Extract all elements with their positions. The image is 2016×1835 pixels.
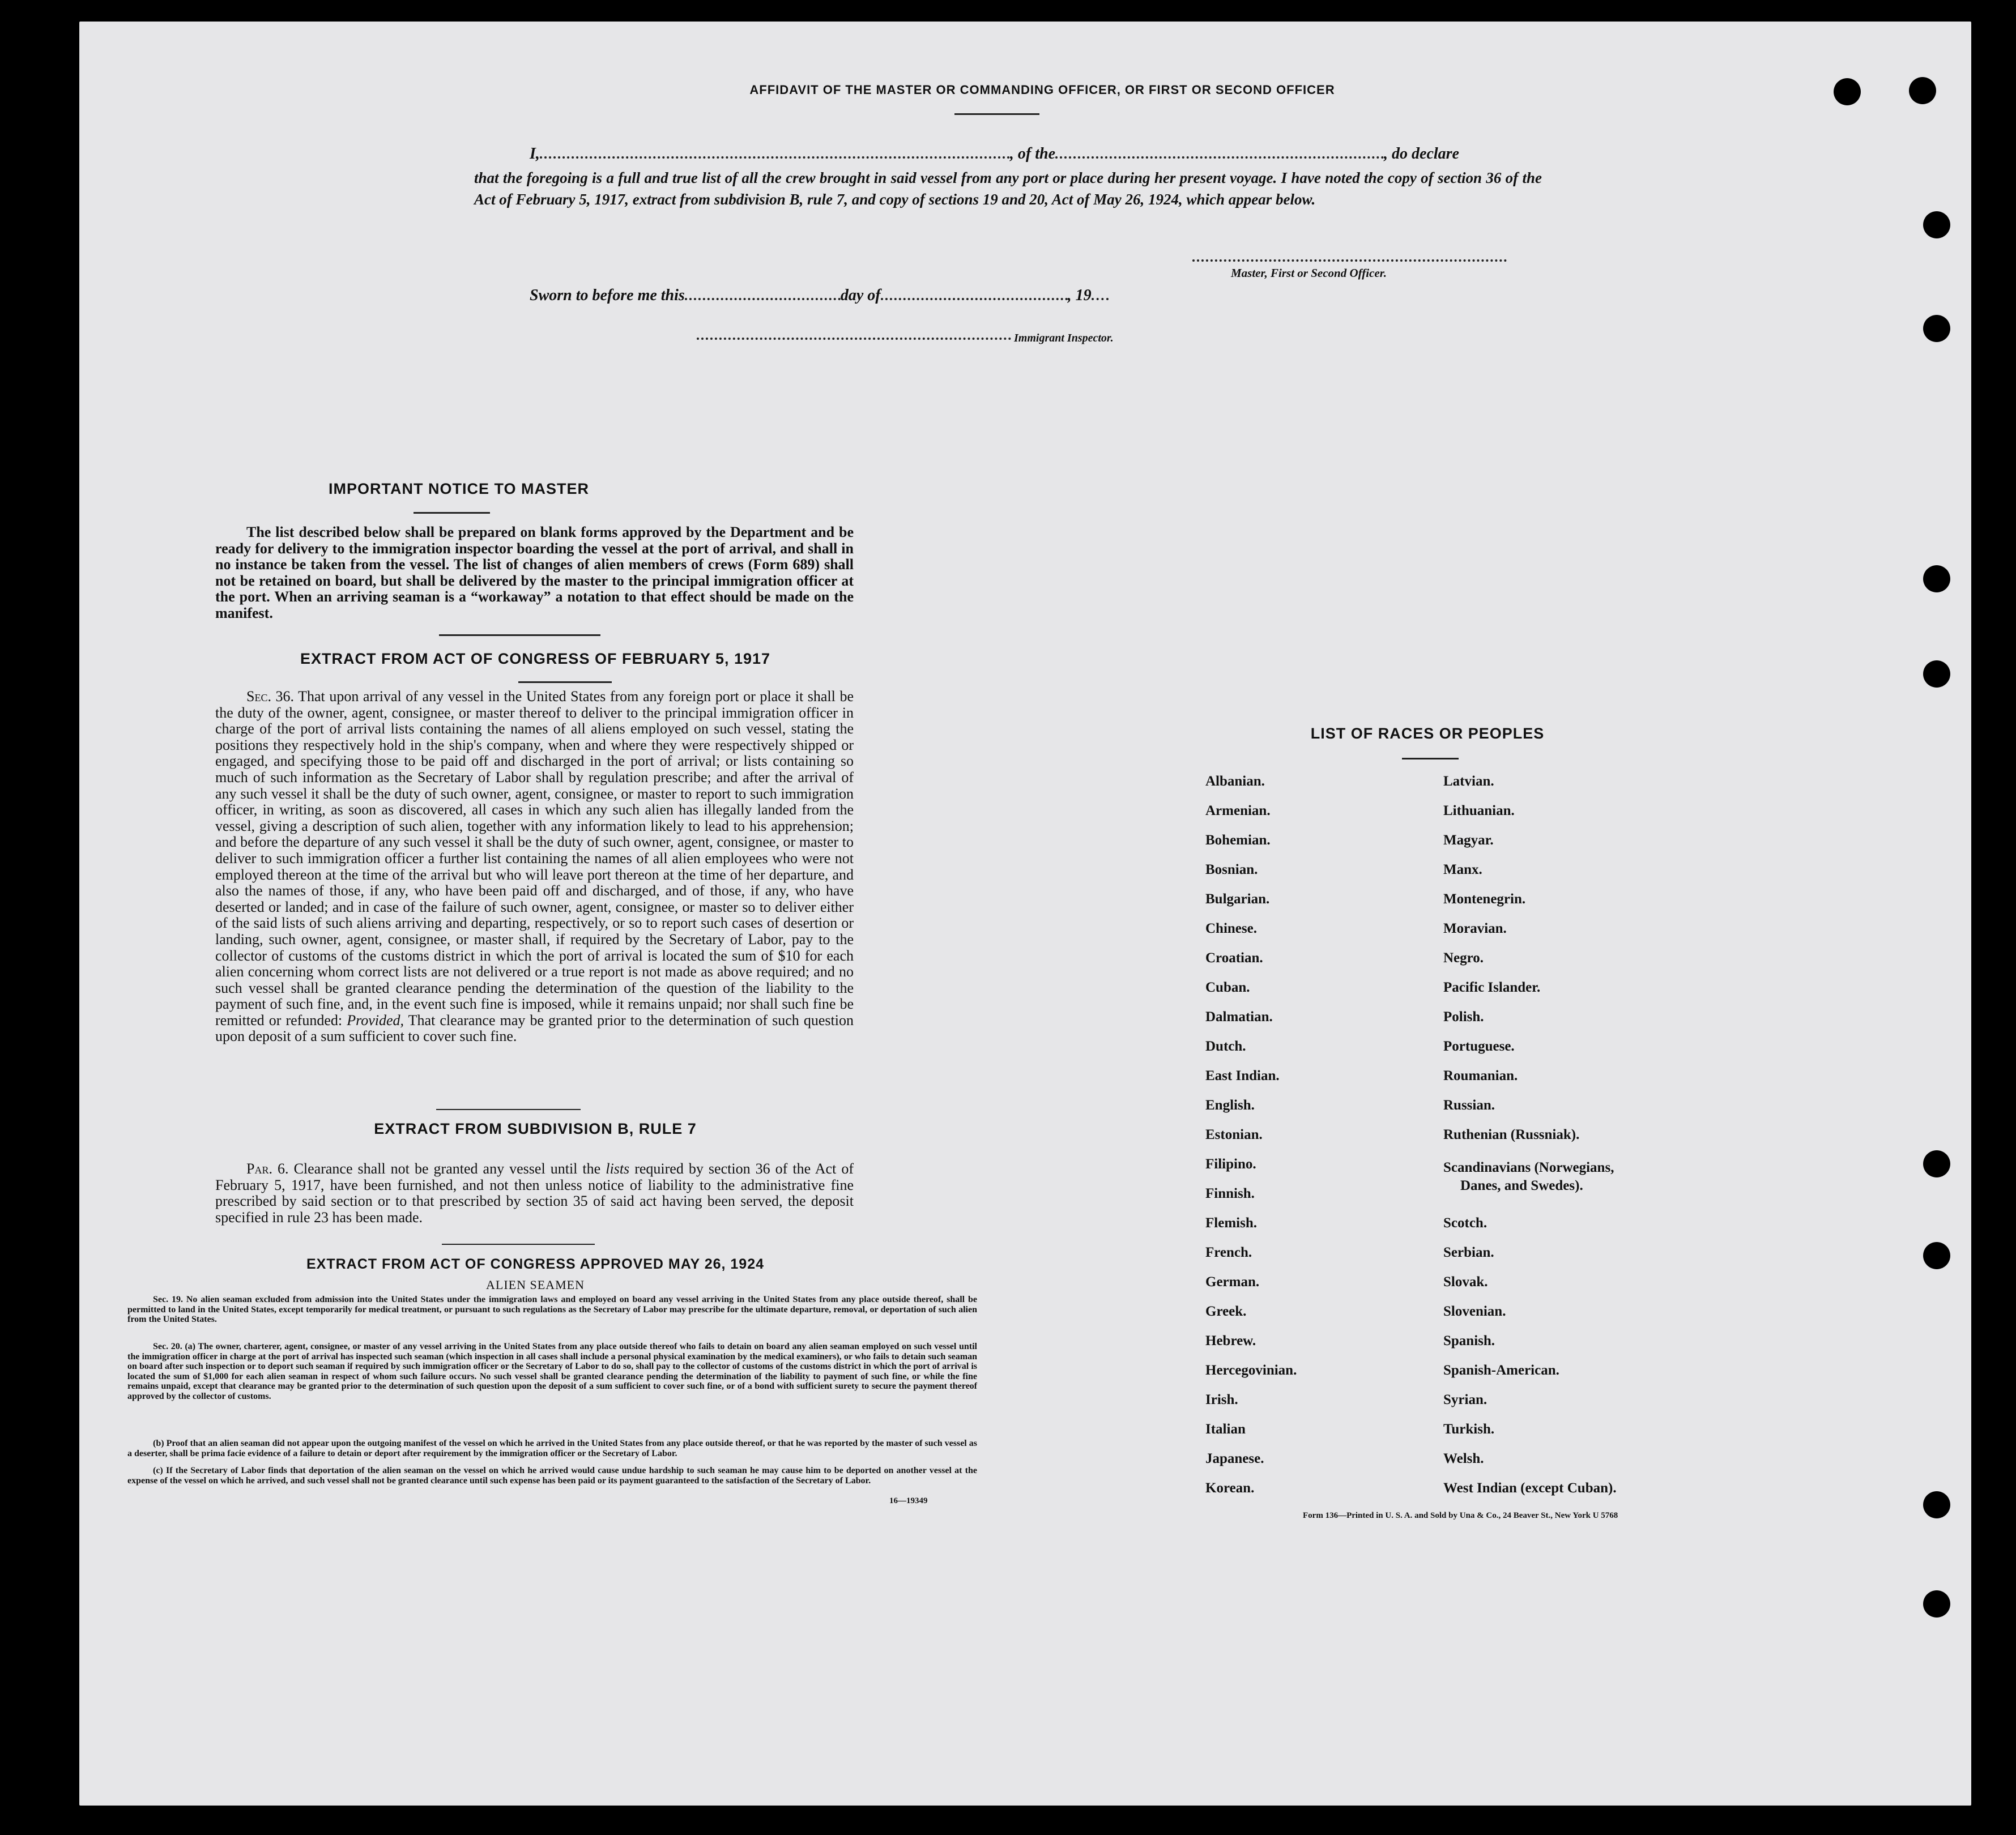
- race-item: Finnish.: [1205, 1186, 1255, 1201]
- race-item: West Indian (except Cuban).: [1443, 1480, 1617, 1496]
- race-item: Hebrew.: [1205, 1333, 1256, 1348]
- race-item: Roumanian.: [1443, 1068, 1518, 1083]
- races-title: LIST OF RACES OR PEOPLES: [1310, 725, 1545, 742]
- race-item: Manx.: [1443, 862, 1482, 877]
- race-item: Spanish-American.: [1443, 1363, 1559, 1378]
- section-20c-text: (c) If the Secretary of Labor finds that deportation of the alien seaman on the vessel on which he arrived would cause undue hardship to such seaman he may cause him to be deported on another vessel at the expense of the vessel on which he arrived, and such vessel shall not be granted clearance until such expense has been paid or its payment guaranteed to the satisfaction of the Secretary of Labor.: [127, 1466, 977, 1486]
- subdivision-title: EXTRACT FROM SUBDIVISION B, RULE 7: [374, 1120, 697, 1137]
- race-item: Portuguese.: [1443, 1039, 1515, 1054]
- section-36-label: Sec. 36.: [246, 688, 295, 705]
- provided-label: Provided,: [347, 1012, 404, 1029]
- sworn-date-field[interactable]: [685, 292, 841, 300]
- race-item: Slovak.: [1443, 1274, 1488, 1290]
- race-item: Negro.: [1443, 950, 1484, 966]
- label-day-of: day of: [840, 287, 881, 304]
- label-of-the: , of the: [1009, 145, 1056, 163]
- divider: [518, 681, 612, 683]
- race-item: Russian.: [1443, 1098, 1495, 1113]
- race-item: Irish.: [1205, 1392, 1238, 1407]
- alien-seamen-subtitle: ALIEN SEAMEN: [486, 1278, 585, 1292]
- race-item: Bohemian.: [1205, 833, 1271, 848]
- print-code: 16—19349: [889, 1496, 928, 1505]
- extract-1917-body: [215, 689, 854, 1045]
- race-item: Ruthenian (Russniak).: [1443, 1127, 1580, 1142]
- sworn-line: [530, 287, 1109, 305]
- divider: [439, 634, 600, 636]
- race-item: Japanese.: [1205, 1451, 1264, 1466]
- section-36-text: That upon arrival of any vessel in the United States from any foreign port or place it shall be the duty of the owner, agent, consignee, or master thereof to deliver to the principal immigration officer in charge of the port of arrival lists containing the names of all aliens employed on such vessel, stating the positions they respectively hold in the ship's company, when and where they were respectively shipped or engaged, and specifying those to be paid off and discharged in the port of arrival; or lists containing so much of such information as the Secretary of Labor shall by regulation prescribe; and after the arrival of any such vessel it shall be the duty of such owner, agent, consignee, or master to report to such immigration officer, in writing, as soon as discovered, all cases in which any such alien has illegally landed from the vessel, giving a description of such alien, together with any information likely to lead to his apprehension; and before the departure of any such vessel it shall be the duty of such owner, agent, consignee, or master to deliver to such immigration officer a further list containing the names of all alien employees who were not employed thereon at the time of the arrival but who will leave port thereon at the time of her departure, and also the names of those, if any, who have been paid off and discharged, and of those, if any, who have deserted or landed; and in case of the failure of such owner, agent, consignee, or master so to deliver either of the said lists of such aliens arriving and departing, respectively, or so to report such cases of desertion or landing, such owner, agent, consignee, or master shall, if required by the Secretary of Labor, pay to the collector of customs of the customs district in which the port of arrival is located the sum of $10 for each alien concerning whom correct lists are not delivered or a true report is not made as above required; and no such vessel shall be granted clearance pending the determination of the question of the liability to the payment of such fine, and, in the event such fine is imposed, while it remains unpaid; nor shall such fine be remitted or refunded:: [215, 688, 854, 1029]
- race-item: Syrian.: [1443, 1392, 1488, 1407]
- race-item: Moravian.: [1443, 921, 1507, 936]
- sworn-year-field[interactable]: [1092, 292, 1109, 300]
- name-field[interactable]: [540, 151, 1010, 159]
- race-item: Bosnian.: [1205, 862, 1258, 877]
- extract-1924-title: EXTRACT FROM ACT OF CONGRESS APPROVED MAY 26, 1924: [306, 1256, 765, 1272]
- punch-hole: [1923, 660, 1950, 688]
- affidavit-body: that the foregoing is a full and true list of all the crew brought in said vessel from any port or place during her present voyage. I have noted the copy of section 36 of the Act of February 5, 1917, extract from subdivision B, rule 7, and copy of sections 19 and 20, Act of May 26, 1924, which appear below.: [474, 169, 1542, 208]
- punch-hole: [1923, 1150, 1950, 1177]
- section-20b-text: (b) Proof that an alien seaman did not appear upon the outgoing manifest of the vessel on which he arrived in the United States from any place outside thereof, or that he was reported by the master of such vessel as a deserter, shall be prima facie evidence of a failure to detain or deport after requirement by the immigration officer or the Secretary of Labor.: [127, 1439, 977, 1458]
- punch-hole: [1834, 78, 1861, 105]
- race-item: Latvian.: [1443, 774, 1494, 789]
- sworn-month-field[interactable]: [881, 292, 1068, 300]
- divider: [436, 1109, 581, 1110]
- race-item: Lithuanian.: [1443, 803, 1515, 818]
- divider: [1402, 758, 1459, 759]
- race-item: Bulgarian.: [1205, 891, 1270, 907]
- section-20a-text: Sec. 20. (a) The owner, charterer, agent, consignee, or master of any vessel arriving in the United States from any place outside thereof who fails to detain on board any alien seaman employed on such vessel until the immigration officer in charge at the port of arrival has inspected such seaman (which inspection in all cases shall include a personal physical examination by the medical examiners), or who fails to detain such seaman on board after such inspection or to deport such seaman if required by such immigration officer or the Secretary of Labor to do so, shall pay to the collector of customs of the customs district in which the port of arrival is located the sum of $1,000 for each alien seaman in respect of whom such failure occurs. No such vessel shall be granted clearance pending the determination of the liability to payment of such fine, or while the fine remains unpaid, except that clearance may be granted prior to the determination of such question upon the deposit of a sum sufficient to cover such fine, or of a bond with sufficient surety to secure the payment thereof approved by the collector of customs.: [127, 1342, 977, 1401]
- race-item: Scotch.: [1443, 1215, 1488, 1231]
- race-item: Scandinavians (Norwegians,: [1443, 1160, 1614, 1175]
- race-item: Magyar.: [1443, 833, 1494, 848]
- section-19-text: Sec. 19. No alien seaman excluded from admission into the United States under the immigration laws and employed on board any vessel arriving in the United States from any place outside thereof, shall be permitted to land in the United States, except temporarily for medical treatment, or pursuant to such regulations as the Secretary of Labor may prescribe for the ultimate departure, removal, or deportation of such alien from the United States.: [127, 1295, 977, 1324]
- race-item: East Indian.: [1205, 1068, 1280, 1083]
- subdivision-body: [215, 1161, 854, 1226]
- master-label: Master, First or Second Officer.: [1231, 266, 1387, 280]
- race-item: Slovenian.: [1443, 1304, 1506, 1319]
- race-item: Estonian.: [1205, 1127, 1263, 1142]
- race-item: Cuban.: [1205, 980, 1250, 995]
- notice-title: IMPORTANT NOTICE TO MASTER: [329, 480, 589, 497]
- race-item: Danes, and Swedes).: [1460, 1178, 1583, 1193]
- extract-1917-title: EXTRACT FROM ACT OF CONGRESS OF FEBRUARY 5, 1917: [300, 650, 771, 667]
- punch-hole: [1909, 77, 1936, 104]
- divider: [954, 113, 1039, 115]
- paragraph-6-label: Par. 6.: [246, 1160, 289, 1177]
- divider: [414, 512, 490, 514]
- race-item: Chinese.: [1205, 921, 1257, 936]
- paragraph-6-text-b: required by section 36 of the Act of February 5, 1917, have been furnished, and not then unless notice of liability to the administrative fine prescribed by said section or to that prescribed by section 35 of said act having been served, the deposit specified in rule 23 has been made.: [215, 1160, 854, 1226]
- race-item: Serbian.: [1443, 1245, 1494, 1260]
- race-item: Montenegrin.: [1443, 891, 1526, 907]
- race-item: Albanian.: [1205, 774, 1265, 789]
- race-item: Turkish.: [1443, 1422, 1495, 1437]
- race-item: German.: [1205, 1274, 1260, 1290]
- form-footer: Form 136—Printed in U. S. A. and Sold by Una & Co., 24 Beaver St., New York U 5768: [1303, 1511, 1618, 1520]
- race-item: Greek.: [1205, 1304, 1247, 1319]
- label-i: I,: [530, 145, 540, 163]
- race-item: Korean.: [1205, 1480, 1255, 1496]
- vessel-field[interactable]: [1055, 151, 1384, 159]
- document-sheet: [79, 22, 1971, 1806]
- punch-hole: [1923, 315, 1950, 342]
- notice-body: The list described below shall be prepared on blank forms approved by the Department and be ready for delivery to the immigration inspector boarding the vessel at the port of arrival, and shall in no instance be taken from the vessel. The list of changes of alien members of crews (Form 689) shall not be retained on board, but shall be delivered by the master to the principal immigration officer at the port. When an arriving seaman is a “workaway” a notation to that effect should be made on the manifest.: [215, 524, 854, 621]
- race-item: Dalmatian.: [1205, 1009, 1273, 1025]
- inspector-label: Immigrant Inspector.: [1014, 332, 1114, 344]
- label-year: , 19: [1067, 287, 1092, 304]
- section-36-end: That clearance may be granted prior to the determination of such question upon deposit of a sum sufficient to cover such fine.: [215, 1012, 854, 1045]
- race-item: Italian: [1205, 1422, 1246, 1437]
- punch-hole: [1923, 1242, 1950, 1269]
- race-item: Polish.: [1443, 1009, 1484, 1025]
- affidavit-declaration-line: [530, 145, 1606, 163]
- punch-hole: [1923, 211, 1950, 238]
- inspector-signature-line[interactable]: [697, 338, 1011, 340]
- punch-hole: [1923, 565, 1950, 592]
- race-item: Spanish.: [1443, 1333, 1495, 1348]
- paragraph-6-text-a: Clearance shall not be granted any vessel until the: [293, 1160, 601, 1177]
- race-item: Pacific Islander.: [1443, 980, 1541, 995]
- race-item: Welsh.: [1443, 1451, 1484, 1466]
- divider: [442, 1244, 595, 1245]
- punch-hole: [1923, 1590, 1950, 1618]
- race-item: Hercegovinian.: [1205, 1363, 1297, 1378]
- punch-hole: [1923, 1491, 1950, 1518]
- race-item: French.: [1205, 1245, 1252, 1260]
- race-item: Croatian.: [1205, 950, 1263, 966]
- race-item: Armenian.: [1205, 803, 1271, 818]
- race-item: Filipino.: [1205, 1157, 1256, 1172]
- race-item: Flemish.: [1205, 1215, 1257, 1231]
- master-signature-line[interactable]: [1192, 259, 1507, 262]
- lists-word: lists: [606, 1160, 630, 1177]
- label-sworn: Sworn to before me this: [530, 287, 685, 304]
- race-item: Dutch.: [1205, 1039, 1246, 1054]
- label-do-declare: , do declare: [1384, 145, 1459, 163]
- race-item: English.: [1205, 1098, 1255, 1113]
- affidavit-title: AFFIDAVIT OF THE MASTER OR COMMANDING OFFICER, OR FIRST OR SECOND OFFICER: [749, 83, 1335, 97]
